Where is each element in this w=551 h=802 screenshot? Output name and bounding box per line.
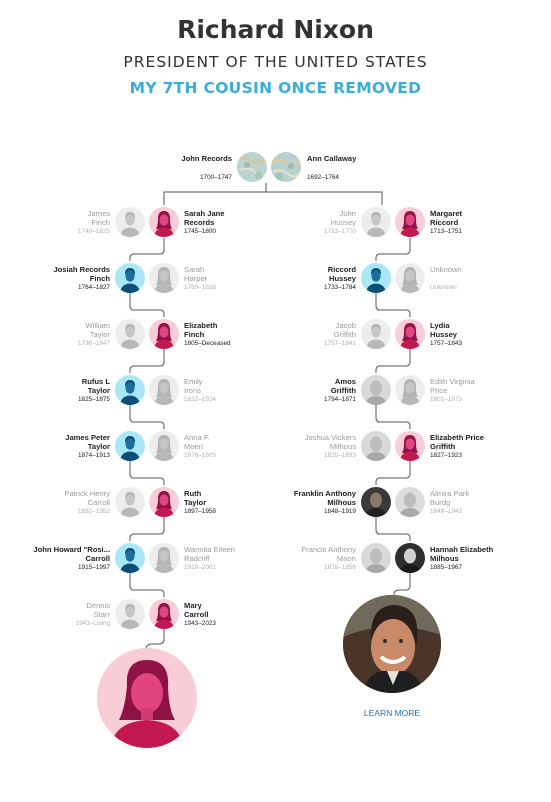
person-title: PRESIDENT OF THE UNITED STATES: [123, 53, 428, 71]
ancestor-name[interactable]: John Records: [181, 154, 232, 163]
person-name[interactable]: Amos Griffith: [330, 377, 356, 395]
person-avatar-female[interactable]: [149, 487, 179, 517]
relationship-label: MY 7TH COUSIN ONCE REMOVED: [129, 79, 422, 97]
person-dates: 1897–1958: [184, 508, 216, 515]
person-dates: 1745–1800: [184, 228, 216, 235]
person-photo[interactable]: [395, 487, 425, 517]
person-avatar-female[interactable]: [395, 207, 425, 237]
person-name[interactable]: Sarah Harper: [184, 265, 208, 283]
person-name[interactable]: Anna F. Moeri: [184, 433, 210, 451]
person-avatar-male[interactable]: [115, 543, 145, 573]
person-name[interactable]: William Taylor: [85, 321, 110, 339]
person-avatar-male[interactable]: [361, 207, 391, 237]
page-title: Richard Nixon: [177, 15, 374, 44]
person-dates: 1825–1875: [78, 396, 110, 403]
person-name[interactable]: Almira Park Burdg: [430, 489, 470, 507]
person-dates: 1832–1924: [184, 396, 216, 403]
person-photo[interactable]: [361, 543, 391, 573]
person-dates: 1876–1905: [184, 452, 216, 459]
person-name[interactable]: Joshua Vickers Milhous: [304, 433, 356, 451]
person-name[interactable]: Lydia Hussey: [430, 321, 458, 339]
person-avatar-male[interactable]: [115, 599, 145, 629]
person-avatar-male[interactable]: [115, 319, 145, 349]
person-name[interactable]: Elizabeth Finch: [184, 321, 218, 339]
person-dates: 1918–2001: [184, 564, 216, 571]
person-name[interactable]: Unknown: [430, 265, 462, 274]
person-avatar-male[interactable]: [115, 487, 145, 517]
person-name[interactable]: Riccord Hussey: [327, 265, 356, 283]
ancestor-map-photo[interactable]: [237, 152, 267, 182]
person-name[interactable]: Hannah Elizabeth Milhous: [430, 545, 494, 563]
person-dates: 1764–1827: [78, 284, 110, 291]
person-avatar-male[interactable]: [115, 431, 145, 461]
person-avatar-female[interactable]: [395, 375, 425, 405]
person-avatar-female[interactable]: [395, 263, 425, 293]
person-dates: 1874–1913: [78, 452, 110, 459]
person-dates: 1757–1843: [430, 340, 462, 347]
person-name[interactable]: Josiah Records Finch: [53, 265, 110, 283]
person-dates: 1733–1784: [324, 284, 356, 291]
person-name[interactable]: Rufus L Taylor: [81, 377, 110, 395]
person-dates: 1878–1956: [324, 564, 356, 571]
person-name[interactable]: James Finch: [87, 209, 110, 227]
person-dates: 1798–1847: [78, 340, 110, 347]
person-name[interactable]: Margaret Riccord: [430, 209, 463, 227]
person-dates: 1885–1967: [430, 564, 462, 571]
person-avatar-female[interactable]: [149, 263, 179, 293]
person-avatar-male[interactable]: [361, 263, 391, 293]
person-avatar-male[interactable]: [115, 263, 145, 293]
person-dates: 1943–Living: [75, 620, 110, 627]
person-photo[interactable]: [395, 543, 425, 573]
person-dates: Unknown: [430, 284, 457, 291]
person-dates: 1820–1893: [324, 452, 356, 459]
person-name[interactable]: Wannita Eileen Radcliff: [184, 545, 235, 563]
person-name[interactable]: Edith Virginia Price: [430, 377, 475, 395]
person-name[interactable]: Elizabeth Price Griffith: [430, 433, 485, 451]
person-name[interactable]: Sarah Jane Records: [184, 209, 225, 227]
person-avatar-male[interactable]: [115, 207, 145, 237]
person-dates: 1892–1952: [78, 508, 110, 515]
ancestor-dates: 1692–1764: [307, 174, 339, 181]
person-dates: 1713–1751: [430, 228, 462, 235]
person-dates: 1805–Deceased: [184, 340, 231, 347]
ancestor-name[interactable]: Ann Callaway: [307, 154, 357, 163]
person-photo[interactable]: [361, 487, 391, 517]
person-avatar-male[interactable]: [115, 375, 145, 405]
person-dates: 1794–1871: [324, 396, 356, 403]
person-name[interactable]: John Howard "Rosi... Carroll: [33, 545, 110, 563]
person-avatar-female[interactable]: [149, 599, 179, 629]
person-avatar-female[interactable]: [395, 431, 425, 461]
person-dates: 1769–1826: [184, 284, 216, 291]
person-name[interactable]: Emily Irons: [184, 377, 203, 395]
ancestor-map-photo[interactable]: [271, 152, 301, 182]
person-name[interactable]: Dennis Starr: [86, 601, 110, 619]
person-name[interactable]: Patrick Henry Carroll: [64, 489, 110, 507]
person-photo[interactable]: [361, 375, 391, 405]
person-dates: 1827–1923: [430, 452, 462, 459]
person-avatar-female[interactable]: [149, 207, 179, 237]
person-name[interactable]: Francis Anthony Nixon: [301, 545, 356, 563]
person-name[interactable]: Franklin Anthony Milhous: [293, 489, 356, 507]
person-dates: 1848–1919: [324, 508, 356, 515]
person-dates: 1757–1841: [324, 340, 356, 347]
person-avatar-female[interactable]: [149, 431, 179, 461]
learn-more-link[interactable]: LEARN MORE: [363, 708, 421, 718]
person-avatar-female[interactable]: [395, 319, 425, 349]
person-dates: 1849–1943: [430, 508, 462, 515]
me-avatar[interactable]: [97, 648, 197, 748]
person-avatar-female[interactable]: [149, 319, 179, 349]
person-name[interactable]: Jacob Griffith: [333, 321, 356, 339]
person-dates: 1943–2023: [184, 620, 216, 627]
person-name[interactable]: Mary Carroll: [184, 601, 209, 619]
person-name[interactable]: James Peter Taylor: [65, 433, 110, 451]
person-name[interactable]: John Hussey: [330, 209, 356, 227]
person-dates: 1740–1825: [78, 228, 110, 235]
person-avatar-male[interactable]: [361, 319, 391, 349]
person-avatar-female[interactable]: [149, 375, 179, 405]
person-dates: 1713–1770: [324, 228, 356, 235]
person-dates: 1915–1997: [78, 564, 110, 571]
person-photo[interactable]: [361, 431, 391, 461]
richard-nixon-photo[interactable]: [343, 595, 441, 693]
person-avatar-female[interactable]: [149, 543, 179, 573]
ancestor-dates: 1700–1747: [200, 174, 232, 181]
person-name[interactable]: Ruth Taylor: [184, 489, 207, 507]
person-dates: 1801–1873: [430, 396, 462, 403]
